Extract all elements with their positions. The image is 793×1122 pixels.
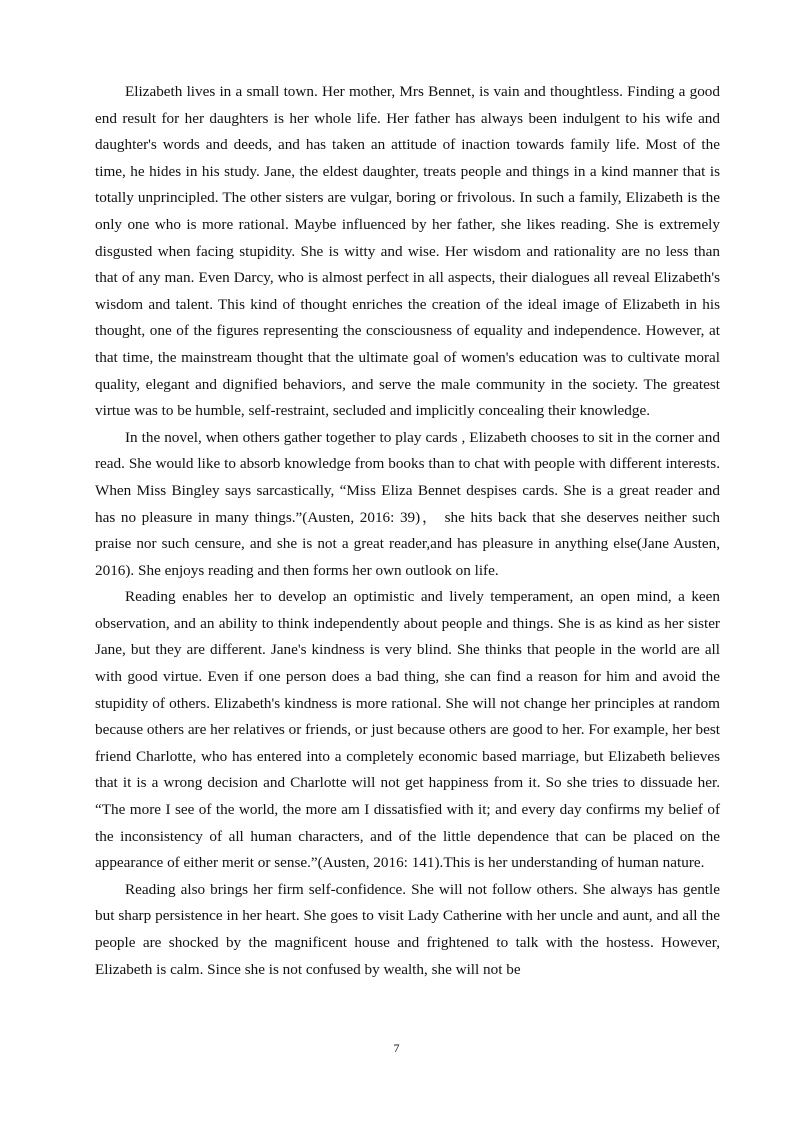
paragraph-4: Reading also brings her firm self-confidence. She will not follow others. She always has gentle but sharp persistence in her heart. She goes to visit Lady Catherine with her uncle and aunt, and all the people are shocked by the magnificent house and frightened to talk with the hostess. However, Elizabeth is calm. Since she is not confused by wealth, she will not be [95,880,720,978]
paragraph-3: Reading enables her to develop an optimistic and lively temperament, an open mind, a keen observation, and an ability to think independently about people and things. She is as kind as her sister Jane, but they are different. Jane's kindness is very blind. She thinks that people in the world are all with good virtue. Even if one person does a bad thing, she can find a reason for him and avoid the stupidity of others. Elizabeth's kindness is more rational. She will not change her principles at random because others are her relatives or friends, or just because others are good to her. For example, her best friend Charlotte, who has entered into a completely economic based marriage, but Elizabeth believes that it is a wrong decision and Charlotte will not get happiness from it. So she tries to dissuade her. “The more I see of the world, the more am I dissatisfied with it; and every day confirms my belief of the inconsistency of all human characters, and of the little dependence that can be placed on the appearance of either merit or sense.”(Austen, 2016: 141).This is her understanding of human nature. [95,588,720,872]
body-text [95,79,720,983]
page-number: 7 [393,1041,400,1055]
paragraph-2: In the novel, when others gather together to play cards , Elizabeth chooses to sit in the corner and read. She would like to absorb knowledge from books than to chat with people with different interests. When Miss Bingley says sarcastically, “Miss Eliza Bennet despises cards. She is a great reader and has no pleasure in many things.”(Austen, 2016: 39)， she hits back that she deserves neither such praise nor such censure, and she is not a great reader,and has pleasure in anything else(Jane Austen, 2016). She enjoys reading and then forms her own outlook on life. [95,428,720,579]
paragraph-1: Elizabeth lives in a small town. Her mother, Mrs Bennet, is vain and thoughtless. Finding a good end result for her daughters is her whole life. Her father has always been indulgent to his wife and daughter's words and deeds, and has taken an attitude of inaction towards family life. Most of the time, he hides in his study. Jane, the eldest daughter, treats people and things in a kind manner that is totally unprincipled. The other sisters are vulgar, boring or frivolous. In such a family, Elizabeth is the only one who is more rational. Maybe influenced by her father, she likes reading. She is extremely disgusted when facing stupidity. She is witty and wise. Her wisdom and rationality are no less than that of any man. Even Darcy, who is almost perfect in all aspects, their dialogues all reveal Elizabeth's wisdom and talent. This kind of thought enriches the creation of the ideal image of Elizabeth in his thought, one of the figures representing the consciousness of equality and independence. However, at that time, the mainstream thought that the ultimate goal of women's education was to cultivate moral quality, elegant and dignified behaviors, and serve the male community in the society. The greatest virtue was to be humble, self-restraint, secluded and implicitly concealing their knowledge. [95,83,720,420]
